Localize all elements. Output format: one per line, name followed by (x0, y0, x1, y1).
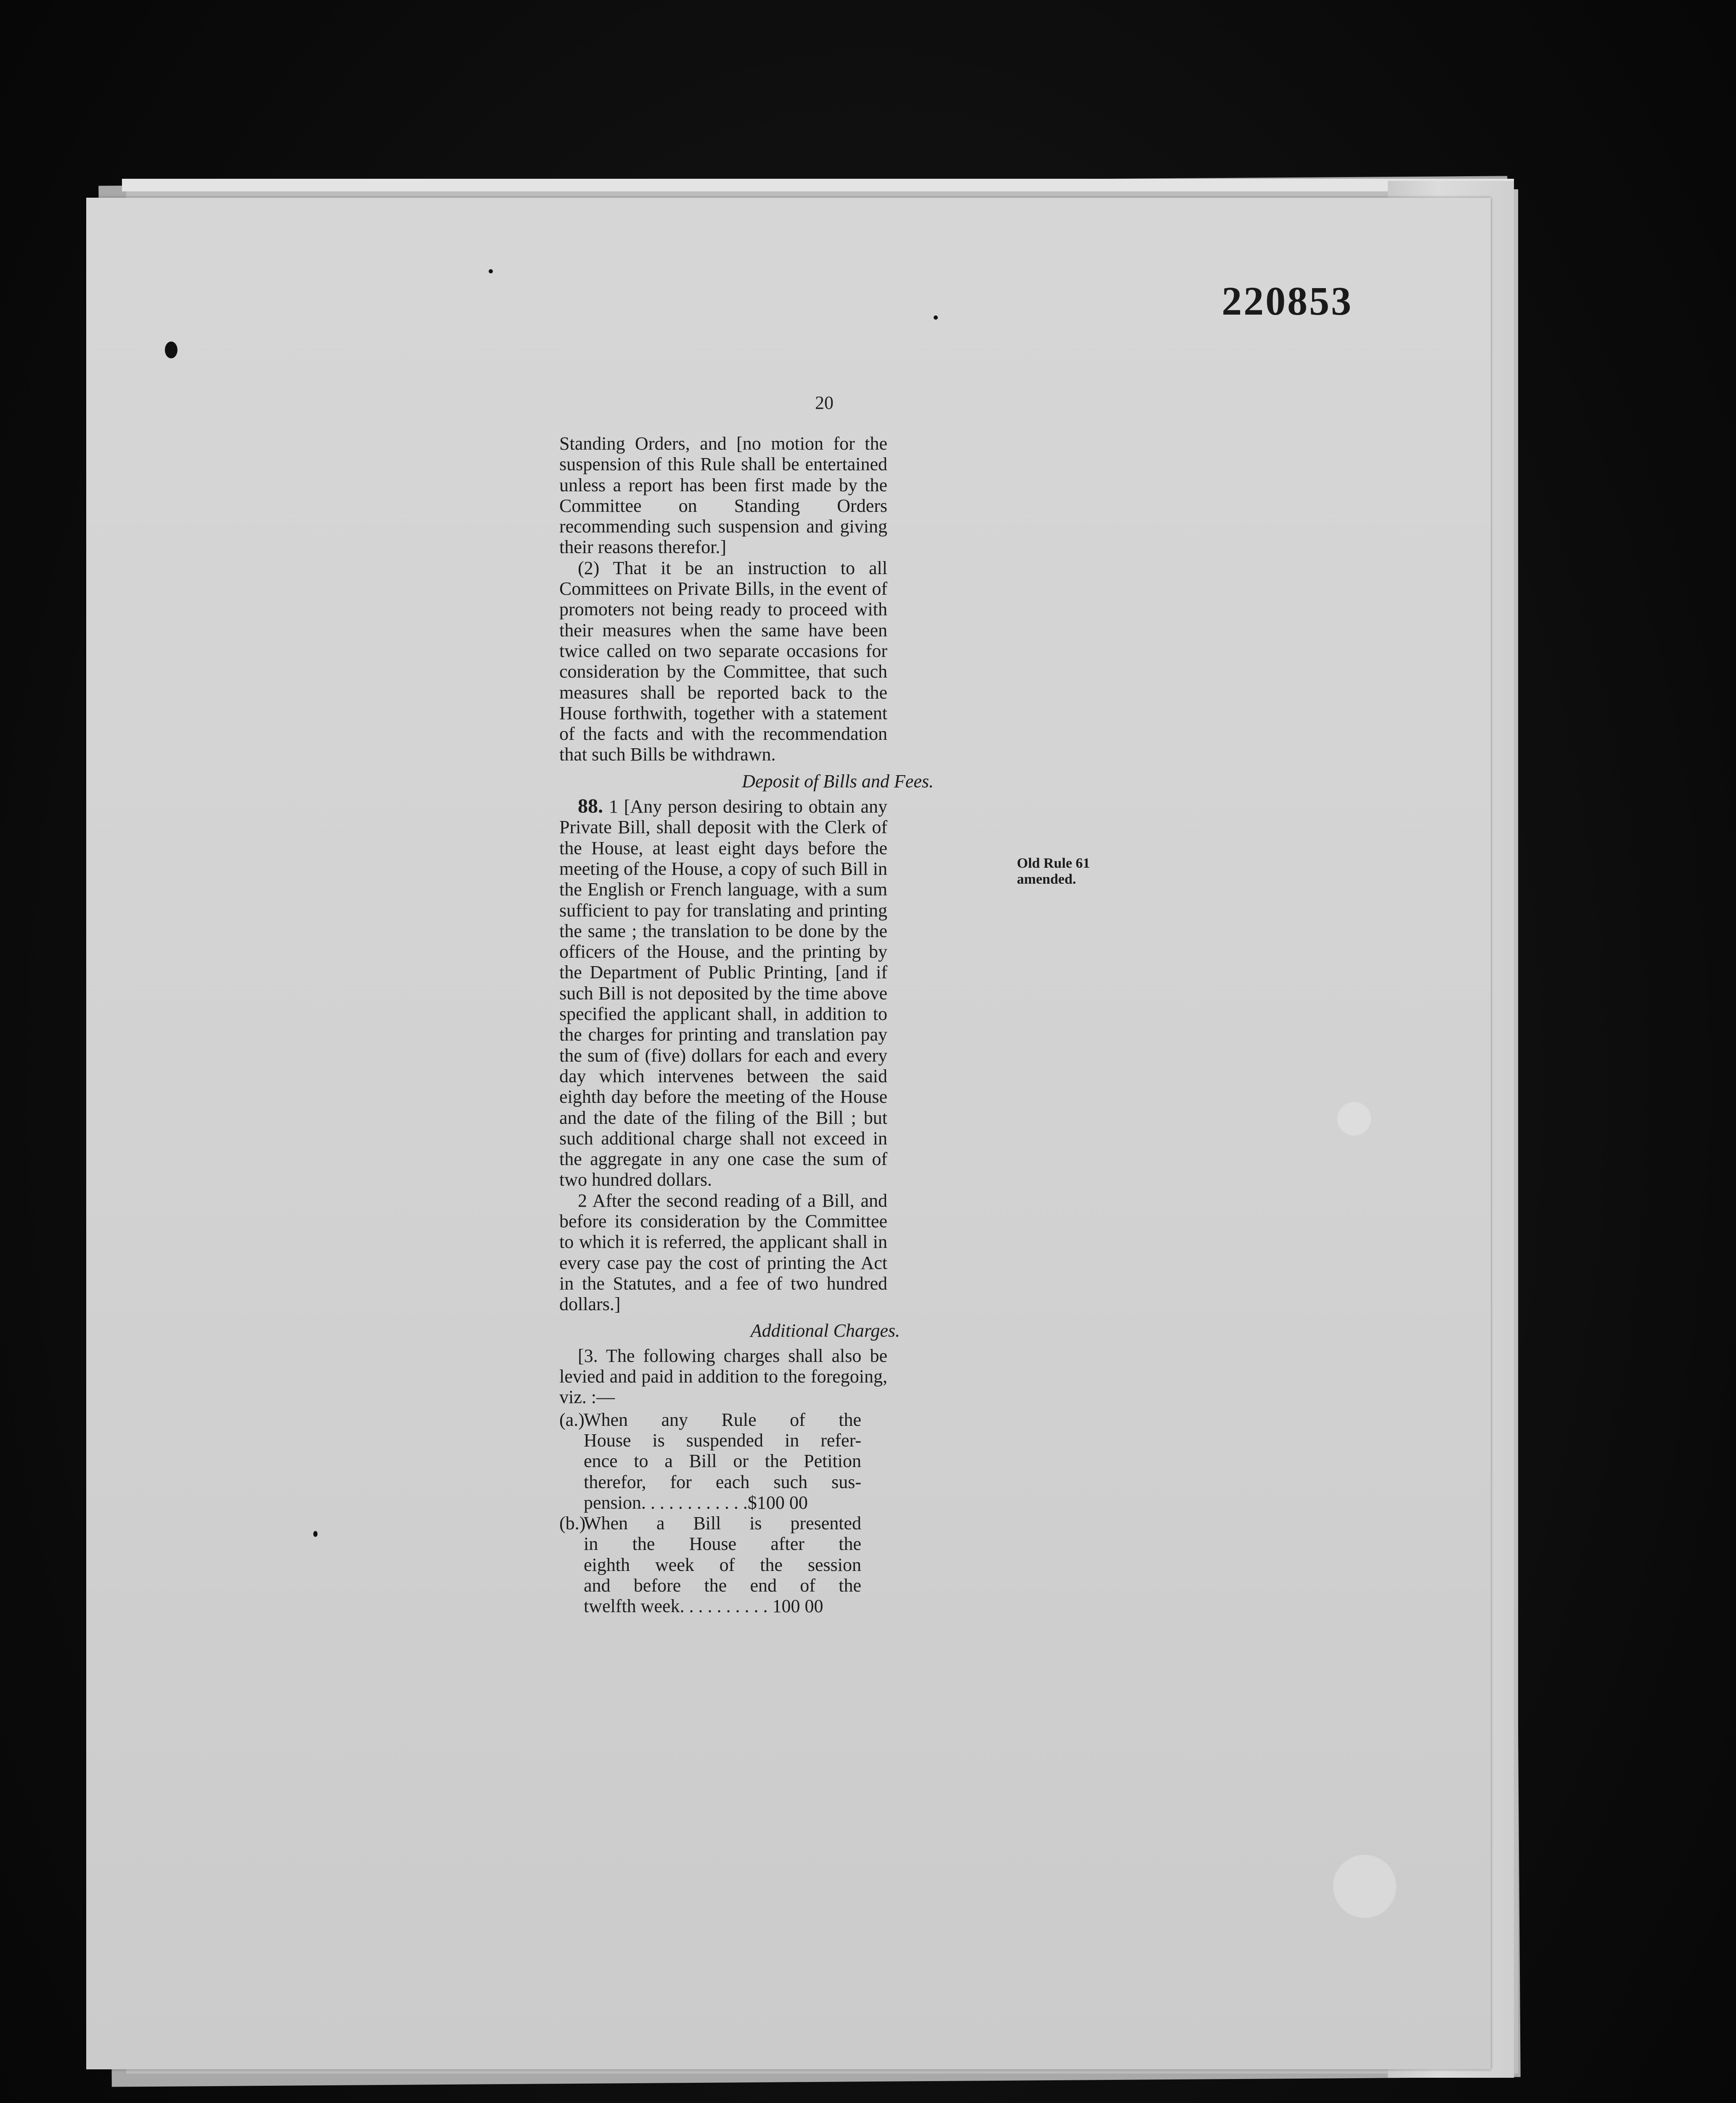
schedule-leader: pension. . . . . . . . . . . . (584, 1492, 748, 1513)
rule-number: 88. (578, 795, 603, 818)
paragraph-rule-88 (559, 796, 887, 1190)
schedule-text-a (584, 1409, 861, 1513)
paragraph-instruction-committees: (2) That it be an instruction to all Committees on Private Bills, in the event of promoters not being ready to proceed with their measures when the same have been twice called on two separate occasions for consideration by the Committee, that such measures shall be reported back to the House forthwith, together with a statement of the facts and with the recommendation that such Bills be withdrawn. (559, 557, 887, 765)
schedule-line: in the House after the (584, 1534, 861, 1555)
schedule-line: and before the end of the (584, 1575, 861, 1596)
schedule-item-b (559, 1513, 887, 1616)
section-heading-deposit: Deposit of Bills and Fees. (742, 771, 934, 792)
page-number: 20 (815, 392, 834, 413)
ink-spot (165, 342, 177, 358)
schedule-amount-b: 100 00 (772, 1596, 823, 1617)
ink-spot (934, 315, 938, 320)
ink-spot (489, 269, 493, 273)
schedule-letter-b: (b.) (559, 1513, 586, 1534)
paragraph-second-reading: 2 After the second reading of a Bill, and before its consideration by the Committee to which it is referred, the applicant shall in every case pay the cost of printing the Act in the Statutes, and a fee of two hundred dollars.] (559, 1190, 887, 1315)
charges-schedule (559, 1409, 887, 1617)
schedule-line-last (584, 1492, 861, 1513)
schedule-line: When a Bill is presented (584, 1513, 861, 1534)
paper-smudge (1333, 1855, 1396, 1918)
margin-note-old-rule: Old Rule 61 amended. (1017, 856, 1090, 887)
section-heading-additional: Additional Charges. (750, 1320, 900, 1341)
schedule-text-b (584, 1513, 861, 1616)
schedule-amount-a: $100 00 (747, 1492, 808, 1513)
paragraph-following-charges: [3. The following charges shall also be levied and paid in addition to the foregoing, viz. :— (559, 1345, 887, 1408)
schedule-line: eighth week of the session (584, 1554, 861, 1575)
schedule-line: therefor, for each such sus- (584, 1471, 861, 1492)
ink-spot (313, 1531, 318, 1537)
paragraph-standing-orders: Standing Orders, and [no motion for the suspension of this Rule shall be entertained unless a report has been first made by the Committee on Standing Orders recommending such suspension and giving their reasons therefor.] (559, 433, 887, 558)
schedule-item-a (559, 1409, 887, 1513)
schedule-line-last (584, 1596, 861, 1616)
rule-88-text: 1 [Any person desiring to obtain any Private Bill, shall deposit with the Clerk of the House, at least eight days before the meeting of the House, a copy of such Bill in the English or French language, with a sum sufficient to pay for translating and printing the same ; the translation to be done by the officers of the House, and the printing by the Department of Public Printing, [and if such Bill is not deposited by the time above specified the applicant shall, in addition to the charges for printing and translation pay the sum of (five) dollars for each and every day which intervenes between the said eighth day before the meeting of the House and the date of the filing of the Bill ; but such additional charge shall not exceed in the aggregate in any one case the sum of two hundred dollars. (559, 796, 888, 1190)
document-body (559, 433, 934, 1617)
archive-stamp-number: 220853 (1222, 278, 1353, 323)
schedule-line: ence to a Bill or the Petition (584, 1451, 861, 1472)
schedule-letter-a: (a.) (559, 1409, 585, 1430)
schedule-line: When any Rule of the (584, 1409, 861, 1430)
schedule-line: House is suspended in refer- (584, 1430, 861, 1451)
schedule-leader: twelfth week. . . . . . . . . . (584, 1596, 768, 1617)
paper-smudge (1337, 1102, 1371, 1136)
page-stack-top-edge (122, 179, 1514, 191)
